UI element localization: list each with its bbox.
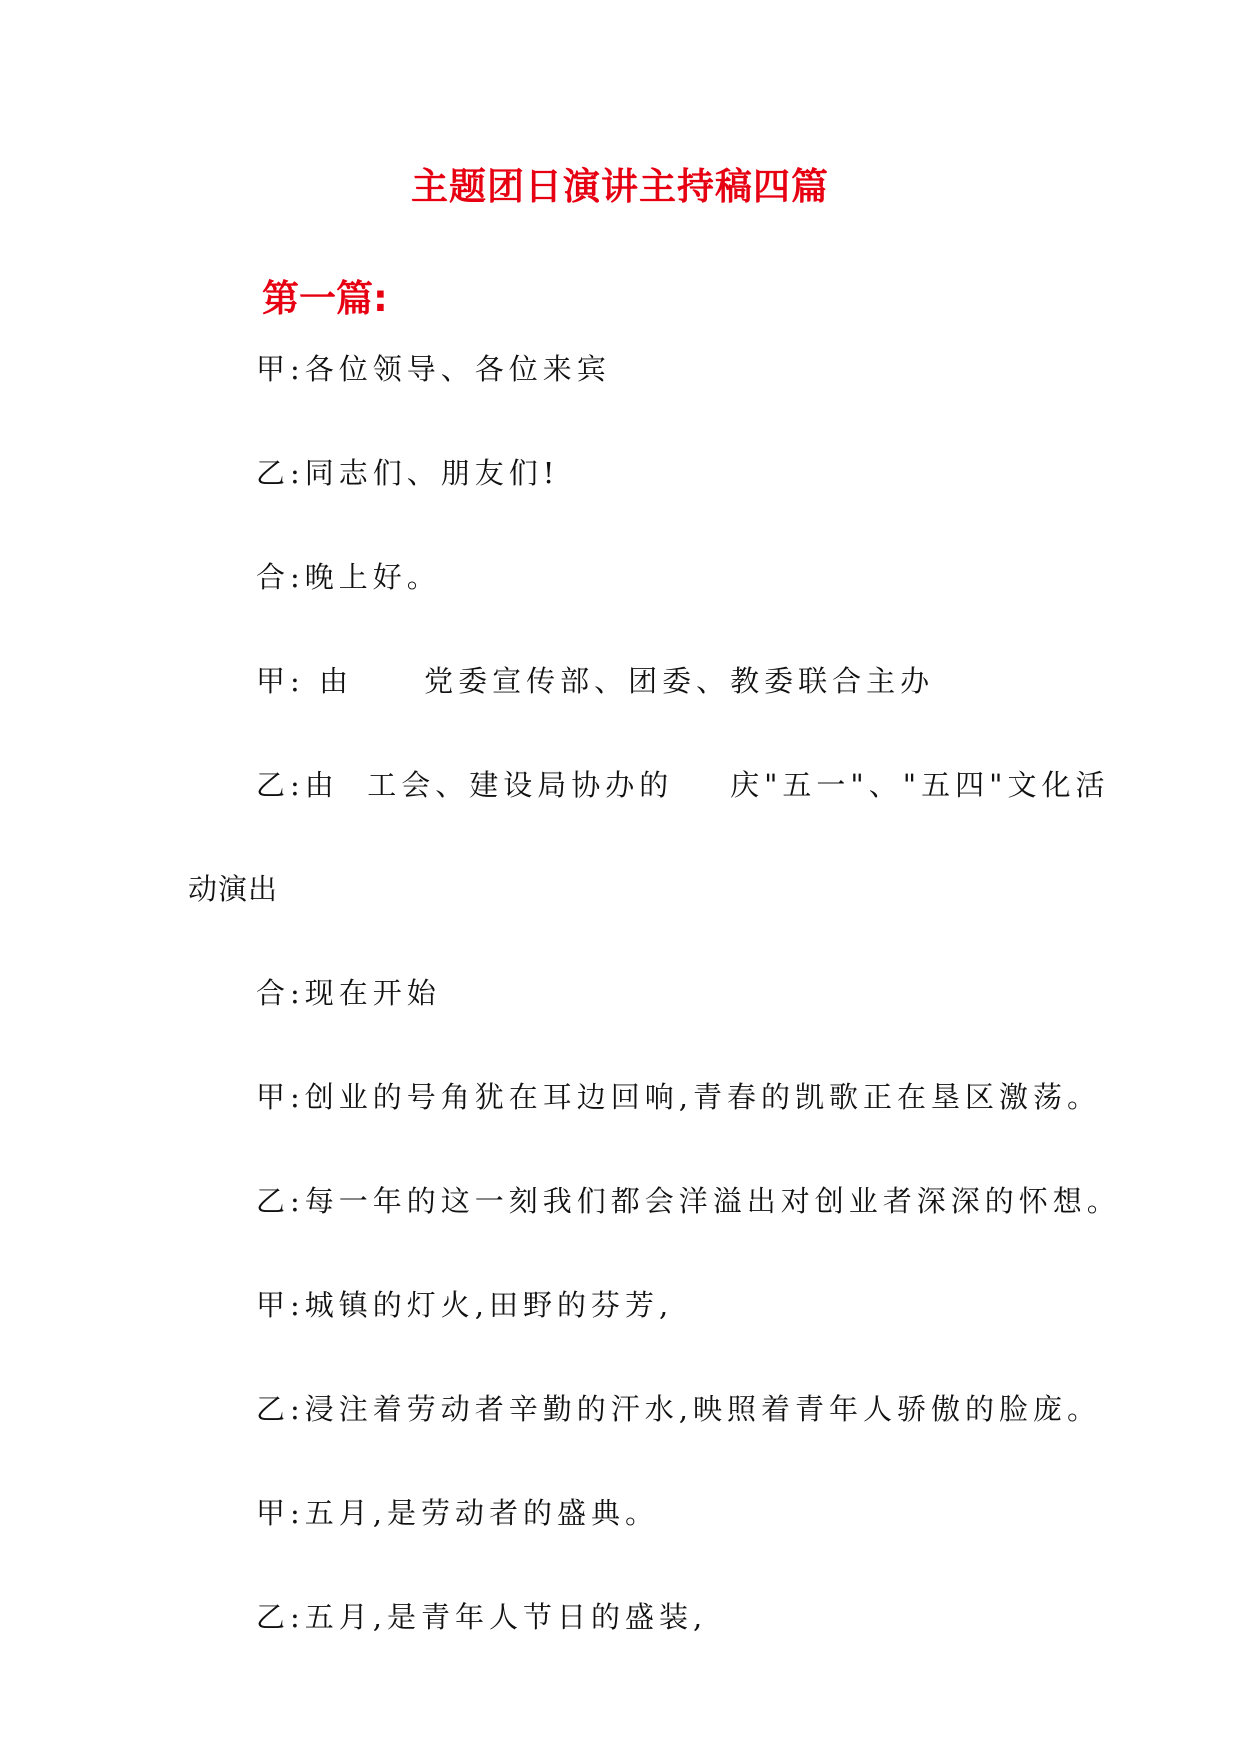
- dialogue-text: 由 党委宣传部、团委、教委联合主办: [304, 664, 935, 698]
- dialogue-line: [256, 1600, 707, 1635]
- dialogue-line: [256, 1496, 659, 1531]
- speaker-label: 甲:: [256, 1080, 305, 1114]
- page-title: 主题团日演讲主持稿四篇: [411, 165, 829, 208]
- dialogue-text: 浸注着劳动者辛勤的汗水,映照着青年人骄傲的脸庞。: [304, 1392, 1102, 1426]
- speaker-label: 甲:: [256, 352, 305, 386]
- speaker-label: 乙:: [256, 1184, 305, 1218]
- dialogue-line: [256, 1080, 1101, 1115]
- speaker-label: 甲:: [256, 1496, 305, 1530]
- dialogue-text: 各位领导、各位来宾: [304, 352, 611, 386]
- dialogue-line: [256, 664, 934, 699]
- section-heading: 第一篇:: [262, 277, 388, 320]
- speaker-label: 甲:: [256, 664, 305, 698]
- dialogue-text: 创业的号角犹在耳边回响,青春的凯歌正在垦区激荡。: [304, 1080, 1102, 1114]
- speaker-label: 合:: [256, 976, 305, 1010]
- dialogue-line: [256, 1184, 1121, 1219]
- dialogue-line: [256, 456, 559, 491]
- dialogue-text: 现在开始: [304, 976, 441, 1010]
- dialogue-line: [256, 768, 1109, 803]
- dialogue-text: 每一年的这一刻我们都会洋溢出对创业者深深的怀想。: [304, 1184, 1121, 1218]
- dialogue-text: 由 工会、建设局协办的 庆"五一"、"五四"文化活: [304, 768, 1110, 802]
- dialogue-line: [256, 1392, 1101, 1427]
- speaker-label: 乙:: [256, 456, 305, 490]
- dialogue-text: 五月,是劳动者的盛典。: [304, 1496, 659, 1530]
- speaker-label: 乙:: [256, 768, 305, 802]
- dialogue-text: 晚上好。: [304, 560, 441, 594]
- dialogue-text: 同志们、朋友们!: [304, 456, 560, 490]
- speaker-label: 合:: [256, 560, 305, 594]
- dialogue-line: [256, 976, 441, 1011]
- speaker-label: 甲:: [256, 1288, 305, 1322]
- dialogue-line: [256, 560, 441, 595]
- speaker-label: 乙:: [256, 1600, 305, 1634]
- speaker-label: 乙:: [256, 1392, 305, 1426]
- dialogue-line-continuation: [188, 872, 278, 907]
- dialogue-text: 动演出: [188, 872, 279, 906]
- dialogue-line: [256, 352, 611, 387]
- dialogue-line: [256, 1288, 673, 1323]
- dialogue-text: 五月,是青年人节日的盛装,: [304, 1600, 708, 1634]
- dialogue-text: 城镇的灯火,田野的芬芳,: [304, 1288, 674, 1322]
